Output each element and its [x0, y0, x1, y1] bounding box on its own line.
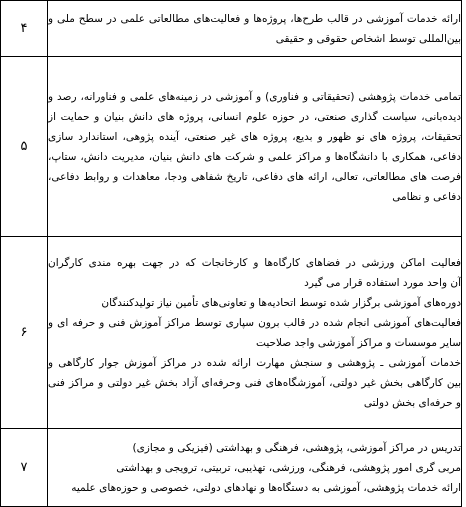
- description-cell: [48, 1, 462, 57]
- text-line: فرصت های مطالعاتی، تعالی، ارائه های دفاعی، تاریخ شفاهی ودجا، معاهدات و روابط دفاعی،: [48, 170, 461, 183]
- text-line: خدمات آموزشی ـ پژوهشی و سنجش مهارت ارائه شده در مراکز آموزش جوار کارگاهی و: [48, 356, 461, 369]
- text-line: تمامی خدمات پژوهشی (تحقیقاتی و فناوری) و آموزشی در زمینه‌های علمی و فناورانه، رصد و: [48, 90, 461, 103]
- table-row: [1, 1, 462, 57]
- text-line: تدریس در مراکز آموزشی، پژوهشی، فرهنگی و بهداشتی (فیزیکی و مجازی): [132, 441, 461, 454]
- text-line: آن واحد مورد استفاده قرار می گیرد: [304, 276, 461, 289]
- text-line: ارائه خدمات آموزشی در قالب طرح‌ها، پروژه‌ها و فعالیت‌های مطالعاتی علمی در سطح ملی و: [48, 12, 461, 25]
- row-number: ۴: [1, 1, 48, 57]
- text-line: دیده‌بانی، سیاست گذاری صنعتی، در حوزه علوم انسانی، پروژه های دانش بنیان و حمایت از: [48, 110, 461, 123]
- description-cell: [48, 429, 462, 507]
- text-line: و حرفه‌ای بخش دولتی: [363, 396, 461, 409]
- row-number: ۷: [1, 429, 48, 507]
- description-cell: [48, 237, 462, 429]
- table-row: [1, 237, 462, 429]
- table-row: [1, 57, 462, 237]
- text-line: ارائه خدمات پژوهشی، آموزشی به دستگاه‌ها و نهادهای دولتی، خصوصی و حوزه‌های علمیه: [71, 481, 461, 494]
- description-cell: [48, 57, 462, 237]
- text-line: بین کارگاهی بخش غیر دولتی، آموزشگاه‌های فنی وحرفه‌ای آزاد بخش غیر دولتی و مراکز فنی: [48, 376, 461, 389]
- text-line: دوره‌های آموزشی برگزار شده توسط اتحادیه‌ها و تعاونی‌های تأمین نیاز تولیدکنندگان: [101, 296, 461, 309]
- text-line: تحقیقات، پروژه های نو ظهور و بدیع، پروژه های غیر صنعتی، آینده پژوهی، استاندارد سازی: [48, 130, 461, 143]
- text-line: بین‌المللی توسط اشخاص حقوقی و حقیقی: [275, 32, 461, 45]
- row-number: ۶: [1, 237, 48, 429]
- text-line: سایر موسسات و مراکز آموزشی واجد صلاحیت: [256, 336, 461, 349]
- table-row: [1, 429, 462, 507]
- text-line: فعالیت‌های آموزشی انجام شده در قالب برون سپاری توسط مراکز آموزش فنی و حرفه ای و: [48, 316, 461, 329]
- text-line: مربی گری امور پژوهشی، فرهنگی، ورزشی، تهذیبی، تربیتی، ترویجی و بهداشتی: [116, 461, 461, 474]
- text-line: دفاعی و نظامی: [392, 190, 461, 203]
- row-number: ۵: [1, 57, 48, 237]
- text-line: دفاعی، همکاری با دانشگاه‌ها و مراکز علمی و شرکت های دانش بنیان، مدیریت دانش، ستاپ،: [48, 150, 461, 163]
- text-line: فعالیت اماکن ورزشی در فضاهای کارگاه‌ها و کارخانجات که در جهت بهره مندی کارگران: [48, 256, 461, 269]
